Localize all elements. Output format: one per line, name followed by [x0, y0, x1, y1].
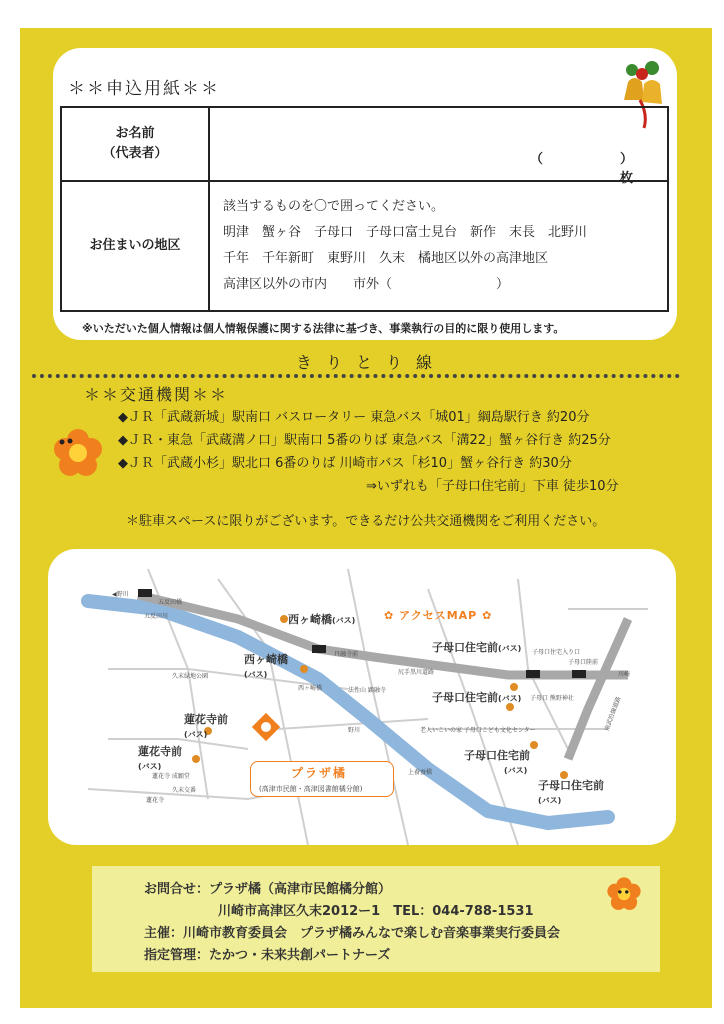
name-input-cell[interactable]: [209, 107, 668, 186]
privacy-note: ※いただいた個人情報は個人情報保護に関する法律に基づき、事業執行の目的に限り使用します。: [82, 322, 565, 335]
transit-alight: ⇒いずれも「子母口住宅前」下車 徒歩10分: [366, 479, 619, 494]
map-small-5: 尻手黒川道路: [398, 669, 435, 676]
stop-shibokuchi-3: 子母口住宅前 (バス): [464, 749, 530, 775]
map-small-4: 法性山 顕融寺: [348, 687, 386, 694]
map-title-text: アクセスMAP: [399, 609, 478, 622]
contact-host: 主催：川崎市教育委員会 プラザ橘みんなで楽しむ音楽事業実行委員会: [144, 926, 561, 941]
map-small-3: 丹融寺前: [334, 651, 359, 658]
ticket-count: [530, 148, 634, 186]
cut-line-label: きりとり線: [284, 350, 458, 373]
access-map-card: [48, 549, 676, 845]
application-form-table: [60, 106, 669, 312]
map-small-15: 南武沿線道路: [603, 695, 623, 732]
district-header: [61, 181, 209, 311]
map-small-17: 川崎: [618, 671, 631, 678]
map-small-0: 五反田橋: [158, 599, 183, 606]
stop-shibokuchi-2: 子母口住宅前(バス): [432, 691, 522, 704]
contact-box: [92, 866, 660, 972]
district-line-2[interactable]: 千年 千年新町 東野川 久末 橘地区以外の高津地区: [223, 251, 549, 266]
ticket-paren: （: [530, 152, 544, 167]
map-small-2: 久末緑地公園: [172, 673, 209, 680]
stop-rengeji-2: 蓮花寺前 (バス): [138, 745, 182, 771]
venue-sub: (高津市民館・高津図書館橘分館): [259, 785, 363, 793]
map-small-14: 野川: [348, 727, 361, 734]
venue-marker-icon: [252, 713, 280, 741]
map-small-11: 蓮花寺: [146, 797, 165, 804]
venue-name: プラザ橘: [291, 766, 348, 780]
road-diagonal: [568, 619, 631, 759]
map-small-8: 老人いこいの家 子母口こども文化センター: [420, 727, 536, 734]
map-small-10: 久末交番: [172, 787, 197, 794]
transit-routes: [118, 406, 619, 498]
stop-nishigasaki-top: 西ヶ崎橋(バス): [288, 613, 356, 626]
stop-nishigasaki-left: 西ヶ崎橋 (バス): [244, 653, 288, 679]
contact-manager: 指定管理：たかつ・未来共創パートナーズ: [144, 948, 391, 963]
map-small-1: 五反田川: [144, 613, 169, 620]
transit-title: ＊＊交通機関＊＊: [84, 385, 229, 404]
map-small-6: 子母口住宅入り口: [532, 649, 581, 656]
map-small-7: 子母口 熊野神社: [530, 695, 574, 702]
map-label-tokyo-side: ◀野川: [112, 591, 129, 598]
stop-shibokuchi-1: 子母口住宅前(バス): [432, 641, 522, 654]
map-small-9: 蓮花寺 成願堂: [152, 773, 190, 780]
map-small-16: 子母口陸前: [568, 659, 599, 666]
transit-route-3: ◆ＪＲ「武蔵小杉」駅北口 6番のりば 川崎市バス「杉10」蟹ヶ谷行き 約30分: [118, 456, 572, 471]
district-instruction: 該当するものを〇で囲ってください。: [223, 199, 445, 214]
district-line-3[interactable]: 高津区以外の市内 市外（ ）: [223, 277, 510, 292]
district-line-1[interactable]: 明津 蟹ヶ谷 子母口 子母口富士見台 新作 末長 北野川: [223, 225, 588, 240]
venue-label-box: [250, 761, 394, 797]
contact-address: 川崎市高津区久末2012ー1 TEL：044-788-1531: [218, 904, 534, 919]
form-title: ＊＊申込用紙＊＊: [68, 79, 220, 99]
transit-route-2: ◆ＪＲ・東急「武蔵溝ノ口」駅南口 5番のりば 東急バス「溝22」蟹ヶ谷行き 約25分: [118, 433, 611, 448]
ticket-unit: ）枚: [620, 152, 634, 186]
stop-rengeji-1: 蓮花寺前 (バス): [184, 713, 228, 739]
name-sub-label: （代表者）: [102, 146, 168, 161]
map-small-13: 西ヶ崎橋: [298, 685, 323, 692]
map-title: ✿ アクセスMAP ✿: [384, 609, 493, 622]
name-label: お名前: [115, 126, 155, 141]
flower-mascot-icon: [52, 428, 104, 478]
district-cell[interactable]: [209, 181, 668, 311]
map-small-12: 上養蚕橋: [408, 769, 433, 776]
name-header: [61, 107, 209, 181]
stop-shibokuchi-4: 子母口住宅前 (バス): [538, 779, 604, 805]
district-label: お住まいの地区: [89, 238, 181, 253]
flower-mascot-small-icon: [606, 876, 642, 912]
parking-note: ＊駐車スペースに限りがございます。できるだけ公共交通機関をご利用ください。: [126, 514, 606, 529]
transit-route-1: ◆ＪＲ「武蔵新城」駅南口 バスロータリー 東急バス「城01」綱島駅行き 約20分: [118, 410, 590, 425]
contact-inquiry: お問合せ：プラザ橘（高津市民館橘分館）: [144, 882, 392, 897]
